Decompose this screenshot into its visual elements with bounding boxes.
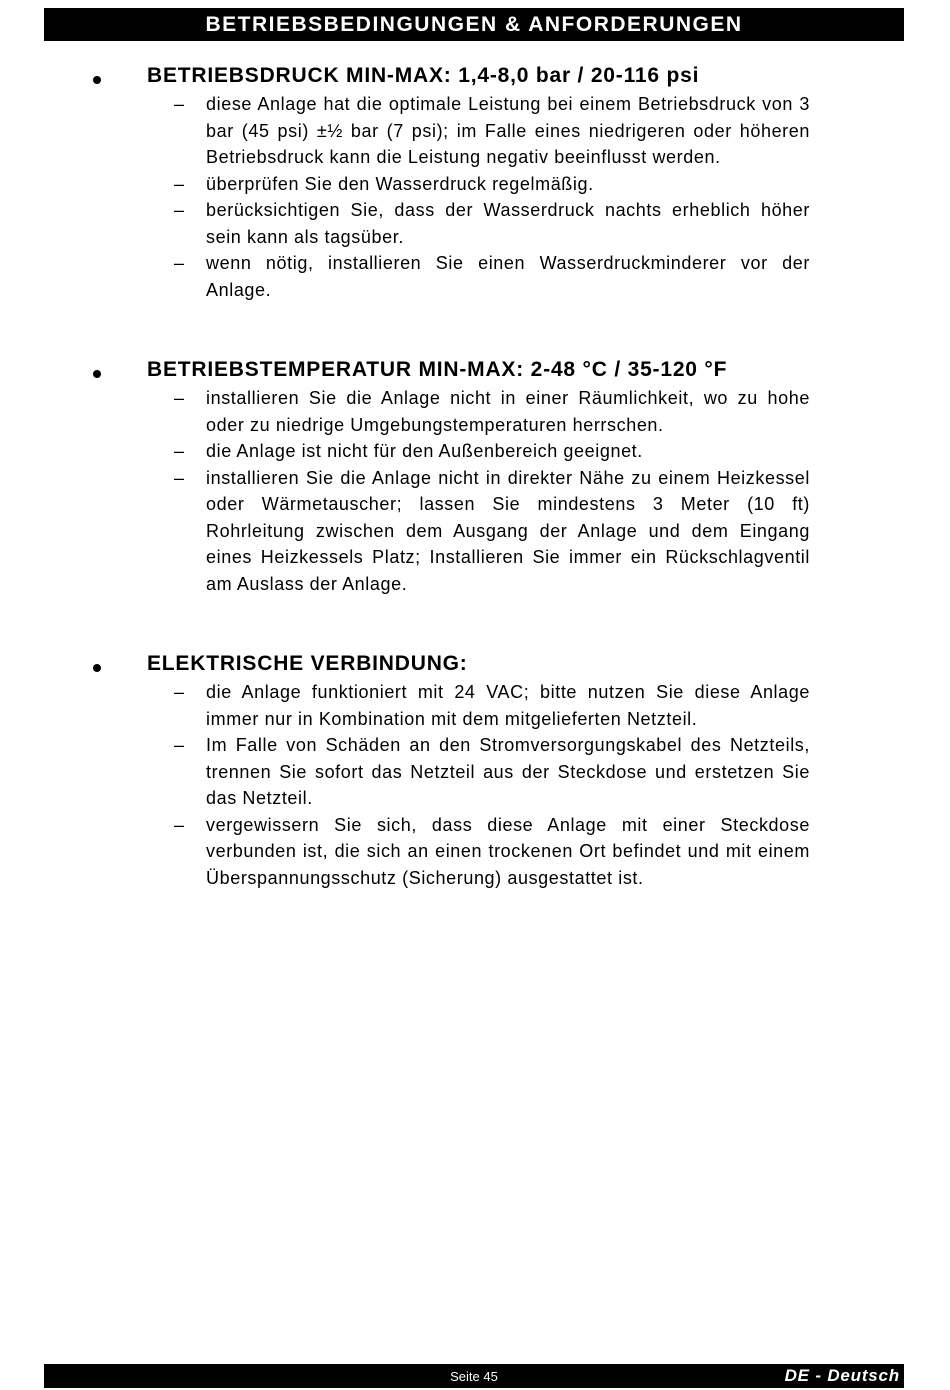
page-title: BETRIEBSBEDINGUNGEN & ANFORDERUNGEN <box>205 12 743 36</box>
section-heading <box>90 61 810 91</box>
dash-marker-icon: – <box>174 200 185 220</box>
section-operating-temperature <box>90 355 810 597</box>
dash-marker-icon: – <box>174 814 185 835</box>
bullet-dot-icon <box>93 76 101 84</box>
section-title: BETRIEBSDRUCK MIN-MAX: 1,4-8,0 bar / 20-116 psi <box>147 64 700 87</box>
dash-marker-icon: – <box>174 173 185 194</box>
dash-marker-icon: – <box>174 441 185 461</box>
dash-marker-icon: – <box>174 735 185 755</box>
list-item-text: vergewissern Sie sich, dass diese Anlage mit einer Steckdose verbunden ist, die sich an einen trockenen Ort befindet und mit einem Überspannungsschutz (Sicherung) ausgestattet ist. <box>206 814 810 888</box>
section-electrical-connection <box>90 649 810 891</box>
dash-marker-icon: – <box>174 94 185 114</box>
language-label: DE - Deutsch <box>784 1366 900 1385</box>
list-item <box>90 171 810 198</box>
dash-marker-icon: – <box>174 388 185 408</box>
requirement-list <box>90 91 810 303</box>
list-item <box>90 679 810 732</box>
list-item <box>90 812 810 892</box>
list-item <box>90 197 810 250</box>
list-item <box>90 732 810 812</box>
list-item-text: wenn nötig, installieren Sie einen Wasserdruckminderer vor der Anlage. <box>206 253 810 300</box>
list-item-text: diese Anlage hat die optimale Leistung bei einem Betriebsdruck von 3 bar (45 psi) ±½ bar (7 psi); im Falle eines niedrigeren oder höheren Betriebsdruck kann die Leistung negativ beeinflusst werden. <box>206 94 810 167</box>
dash-marker-icon: – <box>174 682 185 702</box>
list-item <box>90 438 810 465</box>
list-item-text: berücksichtigen Sie, dass der Wasserdruck nachts erheblich höher sein kann als tagsüber. <box>206 200 810 247</box>
requirement-list <box>90 679 810 891</box>
dash-marker-icon: – <box>174 467 185 488</box>
page-title-bar <box>44 8 904 41</box>
section-operating-pressure <box>90 61 810 303</box>
list-item-text: die Anlage funktioniert mit 24 VAC; bitte nutzen Sie diese Anlage immer nur in Kombination mit dem mitgelieferten Netzteil. <box>206 682 810 729</box>
page-footer <box>44 1364 904 1388</box>
section-title: BETRIEBSTEMPERATUR MIN-MAX: 2-48 °C / 35-120 °F <box>147 358 728 381</box>
page-number: Seite 45 <box>450 1369 498 1384</box>
list-item <box>90 385 810 438</box>
list-item <box>90 465 810 598</box>
section-heading <box>90 355 810 385</box>
requirement-list <box>90 385 810 597</box>
list-item-text: installieren Sie die Anlage nicht in direkter Nähe zu einem Heizkessel oder Wärmetauscher; lassen Sie mindestens 3 Meter (10 ft) Rohrleitung zwischen dem Ausgang der Anlage und dem Eingang eines Heizkessels Platz; Installieren Sie immer ein Rückschlagventil am Auslass der Anlage. <box>206 467 810 594</box>
section-heading <box>90 649 810 679</box>
list-item-text: installieren Sie die Anlage nicht in einer Räumlichkeit, wo zu hohe oder zu niedrige Umgebungstemperaturen herrschen. <box>206 388 810 435</box>
list-item-text: die Anlage ist nicht für den Außenbereich geeignet. <box>206 441 643 461</box>
bullet-dot-icon <box>93 664 101 672</box>
list-item <box>90 250 810 303</box>
list-item <box>90 91 810 171</box>
list-item-text: Im Falle von Schäden an den Stromversorgungskabel des Netzteils, trennen Sie sofort das Netzteil aus der Steckdose und erstetzen Sie das Netzteil. <box>206 735 810 808</box>
list-item-text: überprüfen Sie den Wasserdruck regelmäßig. <box>206 173 594 194</box>
dash-marker-icon: – <box>174 253 185 273</box>
section-title: ELEKTRISCHE VERBINDUNG: <box>147 652 468 675</box>
bullet-dot-icon <box>93 370 101 378</box>
